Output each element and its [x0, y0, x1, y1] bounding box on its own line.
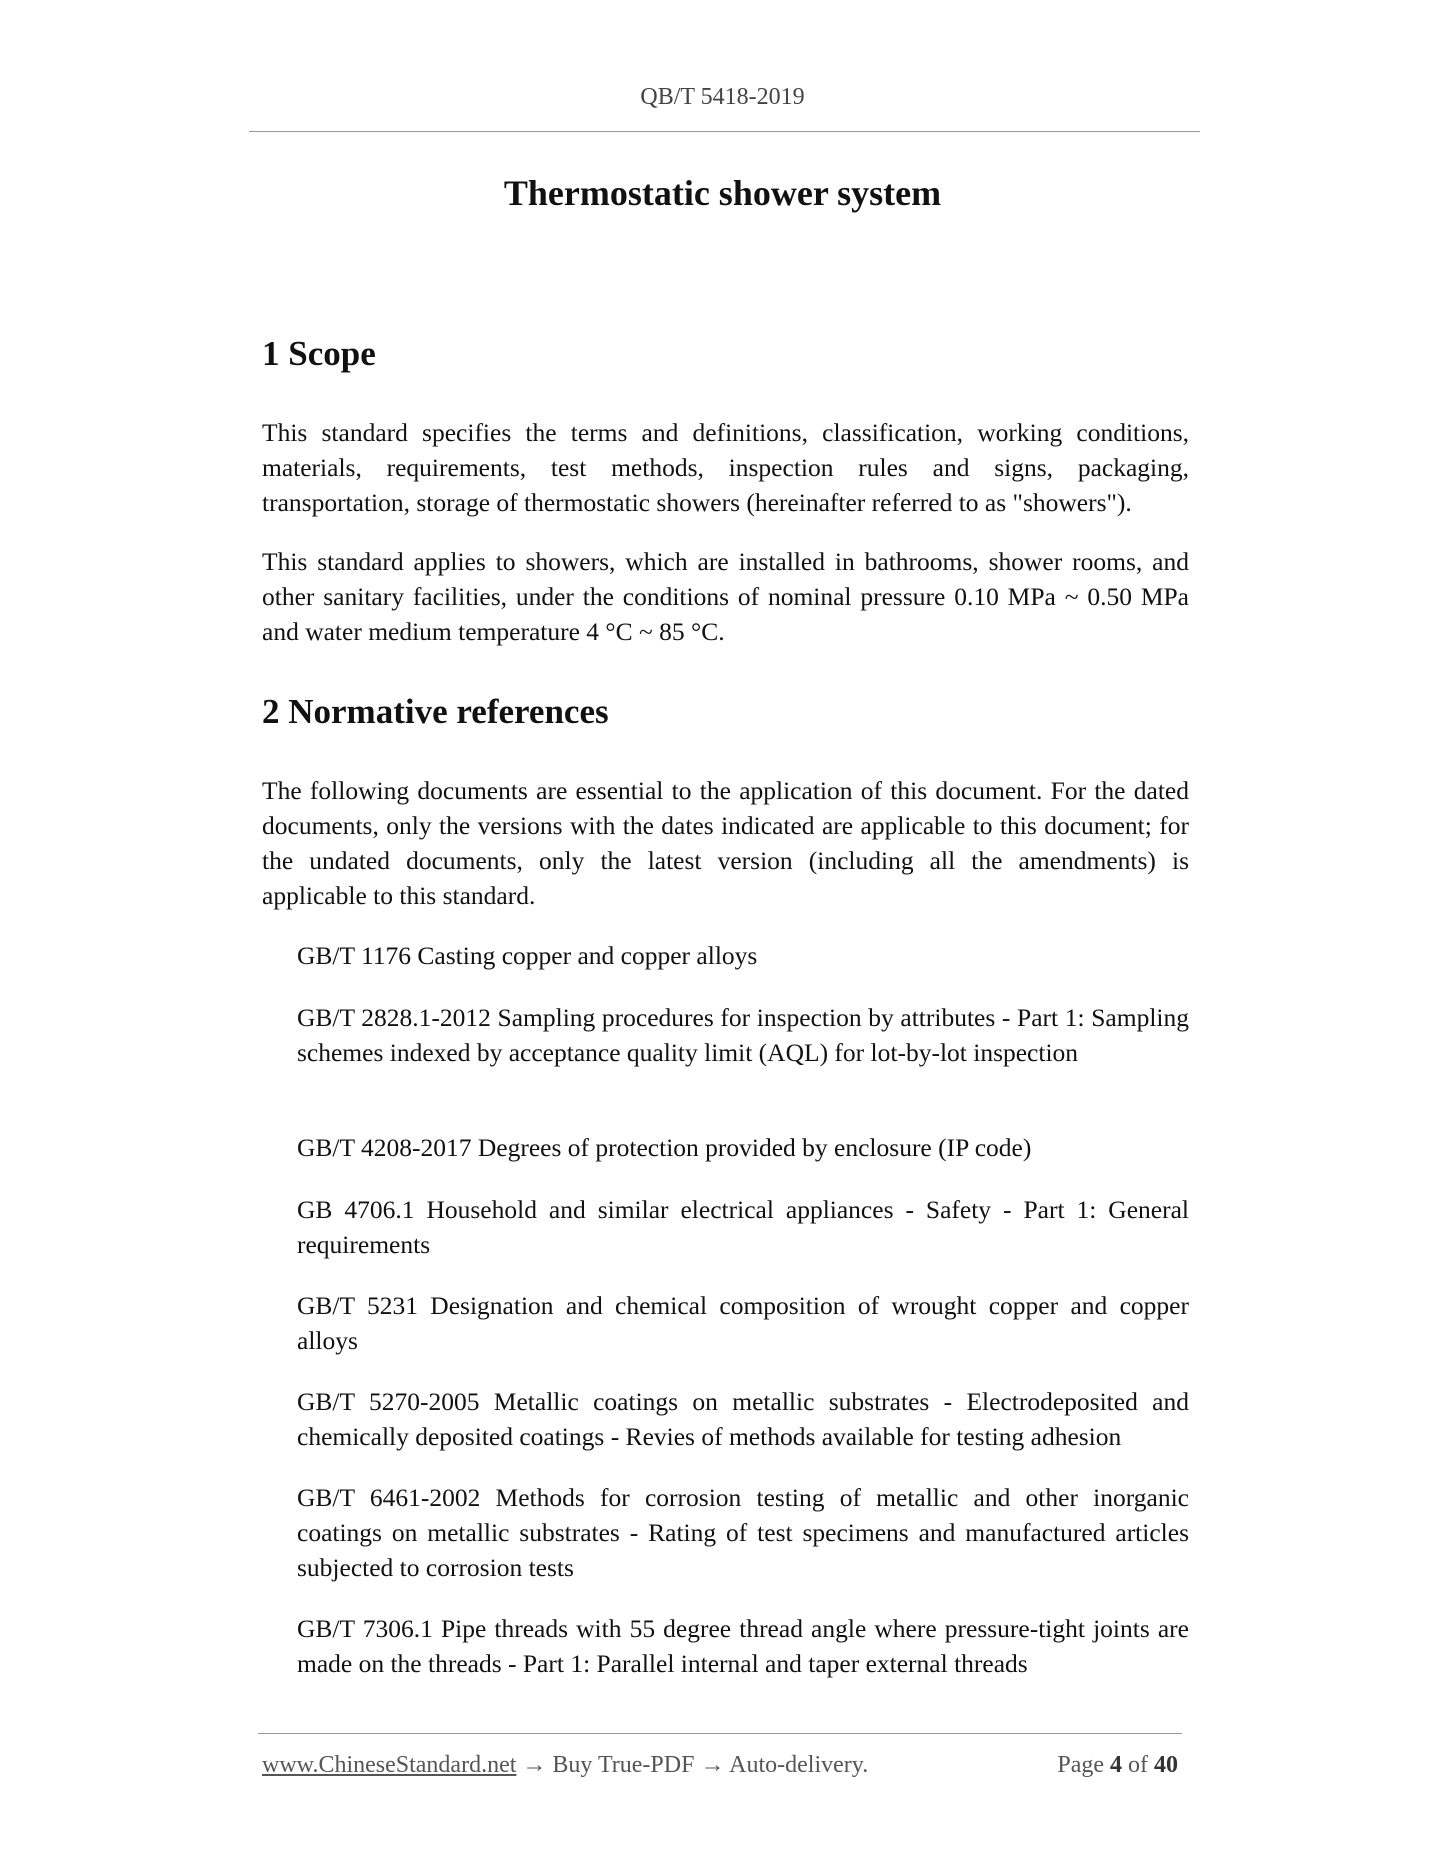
reference-item: GB/T 5270-2005 Metallic coatings on metallic substrates - Electrodeposited and chemically deposited coatings - Revies of methods available for testing adhesion [297, 1387, 1189, 1451]
arrow-right-icon: → [700, 1752, 725, 1778]
arrow-right-icon: → [522, 1752, 547, 1778]
footer-links [262, 1752, 868, 1779]
document-title: Thermostatic shower system [503, 173, 942, 213]
reference-item: GB/T 5231 Designation and chemical composition of wrought copper and copper alloys [297, 1291, 1189, 1355]
scope-paragraph-1: This standard specifies the terms and definitions, classification, working conditions, materials, requirements, test methods, inspection rules and signs, packaging, transportation, storage of thermostatic showers (hereinafter referred to as "showers"). [262, 418, 1189, 517]
footer-divider [258, 1733, 1182, 1734]
chinesestandard-link[interactable]: www.ChineseStandard.net [262, 1752, 517, 1778]
footer-delivery-text: Auto-delivery. [729, 1752, 869, 1778]
page-number [1057, 1752, 1178, 1779]
page-label: Page [1057, 1752, 1104, 1778]
reference-item: GB/T 1176 Casting copper and copper alloys [297, 941, 758, 970]
reference-item: GB 4706.1 Household and similar electrical appliances - Safety - Part 1: General requirements [297, 1195, 1189, 1259]
footer-buy-text: Buy True-PDF [552, 1752, 695, 1778]
page-total: 40 [1154, 1752, 1178, 1778]
reference-item: GB/T 2828.1-2012 Sampling procedures for inspection by attributes - Part 1: Sampling schemes indexed by acceptance quality limit (AQL) for lot-by-lot inspection [297, 1003, 1189, 1067]
page-of-label: of [1128, 1752, 1148, 1778]
scope-paragraph-2: This standard applies to showers, which are installed in bathrooms, shower rooms, and other sanitary facilities, under the conditions of nominal pressure 0.10 MPa ~ 0.50 MPa and water medium temperature 4 °C ~ 85 °C. [262, 547, 1189, 646]
reference-item: GB/T 7306.1 Pipe threads with 55 degree thread angle where pressure-tight joints are made on the threads - Part 1: Parallel internal and taper external threads [297, 1614, 1189, 1678]
section-heading-normative-references: 2 Normative references [262, 692, 609, 731]
reference-item: GB/T 6461-2002 Methods for corrosion testing of metallic and other inorganic coatings on metallic substrates - Rating of test specimens and manufactured articles subjected to corrosion tests [297, 1483, 1189, 1582]
reference-item: GB/T 4208-2017 Degrees of protection provided by enclosure (IP code) [297, 1133, 1032, 1162]
page-current: 4 [1110, 1752, 1122, 1778]
section-heading-scope: 1 Scope [262, 334, 376, 373]
header-standard-code: QB/T 5418-2019 [640, 84, 805, 110]
header-divider [249, 131, 1200, 132]
normative-intro-paragraph: The following documents are essential to the application of this document. For the dated documents, only the versions with the dates indicated are applicable to this document; for the undated documents, only the latest version (including all the amendments) is applicable to this standard. [262, 776, 1189, 910]
